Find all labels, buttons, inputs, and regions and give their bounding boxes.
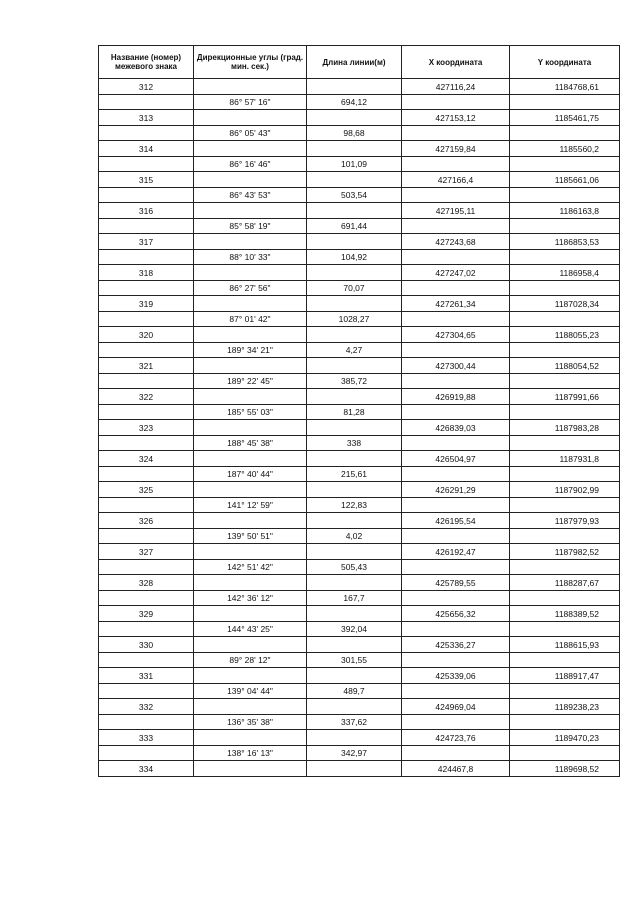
x-coordinate-cell: 425336,27 bbox=[402, 637, 510, 653]
x-coordinate-cell: 424969,04 bbox=[402, 699, 510, 715]
empty-cell bbox=[307, 234, 402, 250]
y-coordinate-cell: 1187902,99 bbox=[510, 482, 620, 498]
mark-name-cell: 322 bbox=[99, 389, 194, 405]
y-coordinate-cell: 1185461,75 bbox=[510, 110, 620, 126]
table-row bbox=[99, 125, 620, 141]
empty-cell bbox=[510, 497, 620, 513]
line-length-cell: 1028,27 bbox=[307, 311, 402, 327]
empty-cell bbox=[99, 652, 194, 668]
empty-cell bbox=[194, 730, 307, 746]
direction-angle-cell: 86° 27' 56" bbox=[194, 280, 307, 296]
direction-angle-cell: 86° 16' 46" bbox=[194, 156, 307, 172]
table-row bbox=[99, 559, 620, 575]
mark-name-cell: 321 bbox=[99, 358, 194, 374]
empty-cell bbox=[510, 342, 620, 358]
empty-cell bbox=[402, 435, 510, 451]
empty-cell bbox=[194, 575, 307, 591]
empty-cell bbox=[402, 249, 510, 265]
empty-cell bbox=[402, 683, 510, 699]
empty-cell bbox=[402, 590, 510, 606]
table-row bbox=[99, 590, 620, 606]
line-length-cell: 691,44 bbox=[307, 218, 402, 234]
x-coordinate-cell: 425789,55 bbox=[402, 575, 510, 591]
table-row bbox=[99, 218, 620, 234]
mark-name-cell: 326 bbox=[99, 513, 194, 529]
line-length-cell: 505,43 bbox=[307, 559, 402, 575]
empty-cell bbox=[510, 94, 620, 110]
empty-cell bbox=[307, 637, 402, 653]
empty-cell bbox=[99, 466, 194, 482]
y-coordinate-cell: 1187979,93 bbox=[510, 513, 620, 529]
y-coordinate-cell: 1188054,52 bbox=[510, 358, 620, 374]
direction-angle-cell: 144° 43' 25" bbox=[194, 621, 307, 637]
empty-cell bbox=[307, 172, 402, 188]
x-coordinate-cell: 424723,76 bbox=[402, 730, 510, 746]
empty-cell bbox=[99, 404, 194, 420]
y-coordinate-cell: 1184768,61 bbox=[510, 79, 620, 95]
mark-name-cell: 334 bbox=[99, 761, 194, 777]
table-row bbox=[99, 94, 620, 110]
line-length-cell: 338 bbox=[307, 435, 402, 451]
y-coordinate-cell: 1186958,4 bbox=[510, 265, 620, 281]
table-row bbox=[99, 420, 620, 436]
empty-cell bbox=[194, 203, 307, 219]
table-row bbox=[99, 699, 620, 715]
empty-cell bbox=[402, 218, 510, 234]
table-row bbox=[99, 668, 620, 684]
empty-cell bbox=[194, 296, 307, 312]
empty-cell bbox=[307, 358, 402, 374]
y-coordinate-cell: 1188287,67 bbox=[510, 575, 620, 591]
y-coordinate-cell: 1188615,93 bbox=[510, 637, 620, 653]
empty-cell bbox=[510, 280, 620, 296]
empty-cell bbox=[194, 141, 307, 157]
table-row bbox=[99, 714, 620, 730]
table-row bbox=[99, 389, 620, 405]
header-y-coordinate: Y координата bbox=[510, 46, 620, 79]
direction-angle-cell: 189° 22' 45" bbox=[194, 373, 307, 389]
empty-cell bbox=[510, 218, 620, 234]
table-row bbox=[99, 172, 620, 188]
direction-angle-cell: 89° 28' 12" bbox=[194, 652, 307, 668]
empty-cell bbox=[194, 172, 307, 188]
empty-cell bbox=[402, 94, 510, 110]
empty-cell bbox=[307, 327, 402, 343]
mark-name-cell: 324 bbox=[99, 451, 194, 467]
line-length-cell: 4,02 bbox=[307, 528, 402, 544]
empty-cell bbox=[194, 451, 307, 467]
empty-cell bbox=[99, 497, 194, 513]
y-coordinate-cell: 1189238,23 bbox=[510, 699, 620, 715]
line-length-cell: 301,55 bbox=[307, 652, 402, 668]
table-row bbox=[99, 683, 620, 699]
table-row bbox=[99, 513, 620, 529]
table-row bbox=[99, 497, 620, 513]
empty-cell bbox=[402, 342, 510, 358]
y-coordinate-cell: 1188917,47 bbox=[510, 668, 620, 684]
empty-cell bbox=[402, 187, 510, 203]
y-coordinate-cell: 1186853,53 bbox=[510, 234, 620, 250]
line-length-cell: 503,54 bbox=[307, 187, 402, 203]
x-coordinate-cell: 426919,88 bbox=[402, 389, 510, 405]
empty-cell bbox=[99, 311, 194, 327]
empty-cell bbox=[510, 187, 620, 203]
table-row bbox=[99, 327, 620, 343]
table-header-row bbox=[99, 46, 620, 79]
direction-angle-cell: 139° 50' 51" bbox=[194, 528, 307, 544]
empty-cell bbox=[307, 544, 402, 560]
empty-cell bbox=[510, 404, 620, 420]
header-x-coordinate: Х координата bbox=[402, 46, 510, 79]
empty-cell bbox=[402, 404, 510, 420]
table-row bbox=[99, 761, 620, 777]
mark-name-cell: 327 bbox=[99, 544, 194, 560]
direction-angle-cell: 88° 10' 33" bbox=[194, 249, 307, 265]
empty-cell bbox=[194, 699, 307, 715]
empty-cell bbox=[99, 621, 194, 637]
direction-angle-cell: 138° 16' 13" bbox=[194, 745, 307, 761]
x-coordinate-cell: 427166,4 bbox=[402, 172, 510, 188]
empty-cell bbox=[510, 621, 620, 637]
empty-cell bbox=[307, 79, 402, 95]
empty-cell bbox=[402, 125, 510, 141]
empty-cell bbox=[194, 761, 307, 777]
empty-cell bbox=[402, 497, 510, 513]
empty-cell bbox=[402, 714, 510, 730]
empty-cell bbox=[99, 714, 194, 730]
table-row bbox=[99, 745, 620, 761]
empty-cell bbox=[510, 528, 620, 544]
empty-cell bbox=[194, 544, 307, 560]
x-coordinate-cell: 425656,32 bbox=[402, 606, 510, 622]
empty-cell bbox=[99, 528, 194, 544]
empty-cell bbox=[510, 714, 620, 730]
direction-angle-cell: 185° 55' 03" bbox=[194, 404, 307, 420]
x-coordinate-cell: 427153,12 bbox=[402, 110, 510, 126]
direction-angle-cell: 187° 40' 44" bbox=[194, 466, 307, 482]
empty-cell bbox=[194, 668, 307, 684]
direction-angle-cell: 87° 01' 42" bbox=[194, 311, 307, 327]
table-row bbox=[99, 203, 620, 219]
empty-cell bbox=[510, 652, 620, 668]
direction-angle-cell: 189° 34' 21" bbox=[194, 342, 307, 358]
y-coordinate-cell: 1187028,34 bbox=[510, 296, 620, 312]
direction-angle-cell: 86° 05' 43" bbox=[194, 125, 307, 141]
empty-cell bbox=[99, 125, 194, 141]
table-row bbox=[99, 435, 620, 451]
empty-cell bbox=[194, 513, 307, 529]
empty-cell bbox=[402, 466, 510, 482]
table-row bbox=[99, 730, 620, 746]
direction-angle-cell: 86° 43' 53" bbox=[194, 187, 307, 203]
mark-name-cell: 316 bbox=[99, 203, 194, 219]
y-coordinate-cell: 1185560,2 bbox=[510, 141, 620, 157]
empty-cell bbox=[510, 466, 620, 482]
table-row bbox=[99, 156, 620, 172]
mark-name-cell: 329 bbox=[99, 606, 194, 622]
line-length-cell: 392,04 bbox=[307, 621, 402, 637]
boundary-marks-table bbox=[98, 45, 620, 777]
direction-angle-cell: 188° 45' 38" bbox=[194, 435, 307, 451]
empty-cell bbox=[307, 141, 402, 157]
empty-cell bbox=[402, 373, 510, 389]
x-coordinate-cell: 427243,68 bbox=[402, 234, 510, 250]
table-row bbox=[99, 482, 620, 498]
empty-cell bbox=[307, 451, 402, 467]
y-coordinate-cell: 1188389,52 bbox=[510, 606, 620, 622]
table-row bbox=[99, 621, 620, 637]
empty-cell bbox=[510, 156, 620, 172]
empty-cell bbox=[307, 668, 402, 684]
table-row bbox=[99, 637, 620, 653]
table-row bbox=[99, 575, 620, 591]
x-coordinate-cell: 424467,8 bbox=[402, 761, 510, 777]
empty-cell bbox=[402, 311, 510, 327]
line-length-cell: 337,62 bbox=[307, 714, 402, 730]
x-coordinate-cell: 427304,65 bbox=[402, 327, 510, 343]
empty-cell bbox=[307, 761, 402, 777]
empty-cell bbox=[194, 358, 307, 374]
empty-cell bbox=[194, 420, 307, 436]
line-length-cell: 167,7 bbox=[307, 590, 402, 606]
y-coordinate-cell: 1189470,23 bbox=[510, 730, 620, 746]
line-length-cell: 342,97 bbox=[307, 745, 402, 761]
empty-cell bbox=[402, 528, 510, 544]
empty-cell bbox=[99, 342, 194, 358]
y-coordinate-cell: 1187931,8 bbox=[510, 451, 620, 467]
x-coordinate-cell: 427195,11 bbox=[402, 203, 510, 219]
empty-cell bbox=[307, 420, 402, 436]
table-row bbox=[99, 544, 620, 560]
table-row bbox=[99, 280, 620, 296]
x-coordinate-cell: 427116,24 bbox=[402, 79, 510, 95]
mark-name-cell: 332 bbox=[99, 699, 194, 715]
empty-cell bbox=[194, 327, 307, 343]
table-row bbox=[99, 528, 620, 544]
mark-name-cell: 328 bbox=[99, 575, 194, 591]
x-coordinate-cell: 426839,03 bbox=[402, 420, 510, 436]
table-row bbox=[99, 373, 620, 389]
empty-cell bbox=[194, 79, 307, 95]
mark-name-cell: 330 bbox=[99, 637, 194, 653]
empty-cell bbox=[510, 435, 620, 451]
empty-cell bbox=[99, 435, 194, 451]
empty-cell bbox=[402, 652, 510, 668]
empty-cell bbox=[194, 637, 307, 653]
empty-cell bbox=[510, 559, 620, 575]
mark-name-cell: 313 bbox=[99, 110, 194, 126]
empty-cell bbox=[307, 265, 402, 281]
empty-cell bbox=[307, 110, 402, 126]
y-coordinate-cell: 1188055,23 bbox=[510, 327, 620, 343]
table-row bbox=[99, 404, 620, 420]
empty-cell bbox=[194, 482, 307, 498]
y-coordinate-cell: 1187991,66 bbox=[510, 389, 620, 405]
empty-cell bbox=[402, 621, 510, 637]
header-mark-name: Название (номер) межевого знака bbox=[99, 46, 194, 79]
empty-cell bbox=[402, 156, 510, 172]
empty-cell bbox=[307, 296, 402, 312]
table-body bbox=[99, 79, 620, 777]
empty-cell bbox=[510, 590, 620, 606]
mark-name-cell: 331 bbox=[99, 668, 194, 684]
mark-name-cell: 312 bbox=[99, 79, 194, 95]
table-row bbox=[99, 451, 620, 467]
mark-name-cell: 333 bbox=[99, 730, 194, 746]
direction-angle-cell: 86° 57' 16" bbox=[194, 94, 307, 110]
x-coordinate-cell: 426291,29 bbox=[402, 482, 510, 498]
x-coordinate-cell: 425339,06 bbox=[402, 668, 510, 684]
line-length-cell: 98,68 bbox=[307, 125, 402, 141]
line-length-cell: 104,92 bbox=[307, 249, 402, 265]
empty-cell bbox=[510, 683, 620, 699]
empty-cell bbox=[99, 745, 194, 761]
direction-angle-cell: 142° 51' 42" bbox=[194, 559, 307, 575]
x-coordinate-cell: 426192,47 bbox=[402, 544, 510, 560]
y-coordinate-cell: 1189698,52 bbox=[510, 761, 620, 777]
direction-angle-cell: 85° 58' 19" bbox=[194, 218, 307, 234]
empty-cell bbox=[510, 249, 620, 265]
mark-name-cell: 319 bbox=[99, 296, 194, 312]
empty-cell bbox=[99, 249, 194, 265]
empty-cell bbox=[99, 94, 194, 110]
x-coordinate-cell: 427247,02 bbox=[402, 265, 510, 281]
x-coordinate-cell: 426195,54 bbox=[402, 513, 510, 529]
empty-cell bbox=[194, 234, 307, 250]
x-coordinate-cell: 427261,34 bbox=[402, 296, 510, 312]
mark-name-cell: 323 bbox=[99, 420, 194, 436]
direction-angle-cell: 139° 04' 44" bbox=[194, 683, 307, 699]
mark-name-cell: 325 bbox=[99, 482, 194, 498]
header-line-length: Длина линии(м) bbox=[307, 46, 402, 79]
empty-cell bbox=[99, 218, 194, 234]
table-row bbox=[99, 249, 620, 265]
empty-cell bbox=[402, 559, 510, 575]
empty-cell bbox=[99, 280, 194, 296]
empty-cell bbox=[99, 590, 194, 606]
empty-cell bbox=[307, 606, 402, 622]
table-row bbox=[99, 606, 620, 622]
empty-cell bbox=[194, 265, 307, 281]
table-row bbox=[99, 187, 620, 203]
empty-cell bbox=[99, 156, 194, 172]
empty-cell bbox=[510, 311, 620, 327]
header-direction-angle: Дирекционные углы (град. мин. сек.) bbox=[194, 46, 307, 79]
empty-cell bbox=[99, 187, 194, 203]
empty-cell bbox=[99, 559, 194, 575]
line-length-cell: 215,61 bbox=[307, 466, 402, 482]
table-row bbox=[99, 311, 620, 327]
x-coordinate-cell: 427300,44 bbox=[402, 358, 510, 374]
empty-cell bbox=[510, 745, 620, 761]
y-coordinate-cell: 1187983,28 bbox=[510, 420, 620, 436]
table-row bbox=[99, 358, 620, 374]
mark-name-cell: 318 bbox=[99, 265, 194, 281]
empty-cell bbox=[307, 575, 402, 591]
empty-cell bbox=[99, 373, 194, 389]
table-row bbox=[99, 466, 620, 482]
x-coordinate-cell: 426504,97 bbox=[402, 451, 510, 467]
direction-angle-cell: 141° 12' 59" bbox=[194, 497, 307, 513]
empty-cell bbox=[402, 745, 510, 761]
line-length-cell: 4,27 bbox=[307, 342, 402, 358]
empty-cell bbox=[194, 389, 307, 405]
table-row bbox=[99, 342, 620, 358]
x-coordinate-cell: 427159,84 bbox=[402, 141, 510, 157]
mark-name-cell: 315 bbox=[99, 172, 194, 188]
line-length-cell: 122,83 bbox=[307, 497, 402, 513]
empty-cell bbox=[194, 110, 307, 126]
direction-angle-cell: 136° 35' 38" bbox=[194, 714, 307, 730]
empty-cell bbox=[510, 373, 620, 389]
empty-cell bbox=[307, 513, 402, 529]
mark-name-cell: 317 bbox=[99, 234, 194, 250]
empty-cell bbox=[510, 125, 620, 141]
empty-cell bbox=[307, 203, 402, 219]
y-coordinate-cell: 1185661,06 bbox=[510, 172, 620, 188]
line-length-cell: 489,7 bbox=[307, 683, 402, 699]
line-length-cell: 101,09 bbox=[307, 156, 402, 172]
coordinates-sheet bbox=[98, 45, 619, 777]
mark-name-cell: 320 bbox=[99, 327, 194, 343]
table-row bbox=[99, 296, 620, 312]
empty-cell bbox=[307, 730, 402, 746]
direction-angle-cell: 142° 36' 12" bbox=[194, 590, 307, 606]
line-length-cell: 70,07 bbox=[307, 280, 402, 296]
empty-cell bbox=[307, 699, 402, 715]
empty-cell bbox=[307, 389, 402, 405]
empty-cell bbox=[99, 683, 194, 699]
empty-cell bbox=[307, 482, 402, 498]
empty-cell bbox=[402, 280, 510, 296]
table-row bbox=[99, 110, 620, 126]
y-coordinate-cell: 1187982,52 bbox=[510, 544, 620, 560]
table-row bbox=[99, 265, 620, 281]
y-coordinate-cell: 1186163,8 bbox=[510, 203, 620, 219]
table-row bbox=[99, 79, 620, 95]
mark-name-cell: 314 bbox=[99, 141, 194, 157]
line-length-cell: 385,72 bbox=[307, 373, 402, 389]
line-length-cell: 694,12 bbox=[307, 94, 402, 110]
line-length-cell: 81,28 bbox=[307, 404, 402, 420]
empty-cell bbox=[194, 606, 307, 622]
table-row bbox=[99, 652, 620, 668]
table-row bbox=[99, 234, 620, 250]
table-row bbox=[99, 141, 620, 157]
